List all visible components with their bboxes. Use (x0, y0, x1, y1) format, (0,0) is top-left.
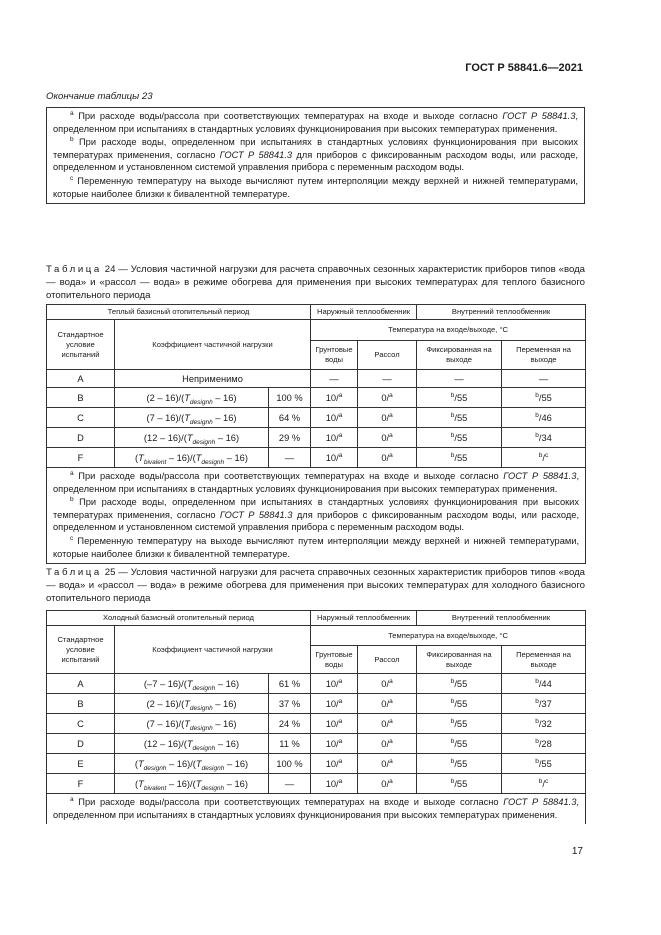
table-row: D $(12 - 16)/(T_{designh} - 16)$ 29 % 10/$^a$ 0/$^a$ $^b$/55 $^b$/34 (47, 428, 586, 448)
table25-footnotes (47, 794, 586, 825)
table-row: А Неприменимо — — — — (47, 370, 586, 388)
sub-brine: Рассол (358, 341, 417, 370)
table25 (46, 610, 586, 824)
temp-header: Температура на входе/выходе, °С (311, 626, 586, 646)
period-header: Теплый базисный отопительный период (47, 305, 311, 320)
inner-hx-header: Внутренний теплообменник (417, 305, 586, 320)
sub-fixed: Фиксированная на выходе (417, 646, 502, 674)
footnote-b: $^b$ При расходе воды, определенном при испытаниях в стандартных условиях функционирования при высоких температурах применения, согласно ГОСТ Р 58841.3 для приборов с фиксированным расходом воды, или расходе, определенном и установленном системой управления прибора с переменным расходом воды. (53, 136, 578, 173)
col-coef: Коэффициент частичной нагрузки (115, 320, 311, 370)
temp-header: Температура на входе/выходе, °С (311, 320, 586, 341)
table-row: F $(T_{bivalent} - 16)/(T_{designh} - 16)$ — 10/$^a$ 0/$^a$ $^b$/55 $^b$/$^c$ (47, 774, 586, 794)
footnote-a: $^a$ При расходе воды/рассола при соответствующих температурах на входе и выходе согласно ГОСТ Р 58841.3, определенном при испытаниях в стандартных условиях функционирования при высоких температурах применения. (53, 795, 579, 820)
sub-brine: Рассол (358, 646, 417, 674)
table25-caption: Таблица 25 — Условия частичной нагрузки для расчета справочных сезонных характеристик приборов типов «вода — вода» и «рассол — вода» в режиме обогрева для применения при высоких температурах для холодного базисного отопительного периода (46, 567, 586, 604)
col-coef: Коэффициент частичной нагрузки (115, 626, 311, 674)
table-row: F $(T_{bivalent} - 16)/(T_{designh} - 16)$ — 10/$^a$ 0/$^a$ $^b$/55 $^b$/$^c$ (47, 448, 586, 468)
table-row: С $(7 - 16)/(T_{designh} - 16)$ 24 % 10/$^a$ 0/$^a$ $^b$/55 $^b$/32 (47, 714, 586, 734)
footnote-a: $^a$ При расходе воды/рассола при соответствующих температурах на входе и выходе согласно ГОСТ Р 58841.3, определенном при испытаниях в стандартных условиях функционирования при высоких температурах применения. (53, 469, 580, 494)
sub-ground: Грунтовые воды (311, 646, 358, 674)
document-id: ГОСТ Р 58841.6—2021 (465, 62, 583, 74)
footnote-c: $^c$ Переменную температуру на выходе вычисляют путем интерполяции между верхней и нижней температурами, которые наиболее близки к бивалентной температуре. (53, 174, 578, 199)
footnote-c: $^c$ Переменную температуру на выходе вычисляют путем интерполяции между верхней и нижней температурами, которые наиболее близки к бивалентной температуре. (53, 534, 580, 559)
footnote-b: $^b$ При расходе воды, определенном при испытаниях в стандартных условиях функционирования при высоких температурах применения, согласно ГОСТ Р 58841.3 для приборов с фиксированным расходом воды, или расходе, определенном и установленном системой управления прибора с переменным расходом воды. (53, 496, 580, 533)
table24 (46, 304, 586, 564)
inner-hx-header: Внутренний теплообменник (417, 611, 586, 626)
table-row: E $(T_{designh} - 16)/(T_{designh} - 16)$ 100 % 10/$^a$ 0/$^a$ $^b$/55 $^b$/55 (47, 754, 586, 774)
table-continuation-label: Окончание таблицы 23 (46, 91, 153, 102)
outer-hx-header: Наружный теплообменник (311, 305, 417, 320)
sub-variable: Переменная на выходе (502, 341, 586, 370)
table24-caption: Таблица 24 — Условия частичной нагрузки для расчета справочных сезонных характеристик приборов типов «вода — вода» и «рассол — вода» в режиме обогрева для применения при высоких температурах для теплого базисного отопительного периода (46, 264, 586, 301)
table-row: А $(-7 - 16)/(T_{designh} - 16)$ 61 % 10/$^a$ 0/$^a$ $^b$/55 $^b$/44 (47, 674, 586, 694)
footnote-a: $^a$ При расходе воды/рассола при соответствующих температурах на входе и выходе согласно ГОСТ Р 58841.3, определенном при испытаниях в стандартных условиях функционирования при высоких температурах применения. (53, 109, 578, 134)
table-row: С $(7 - 16)/(T_{designh} - 16)$ 64 % 10/$^a$ 0/$^a$ $^b$/55 $^b$/46 (47, 408, 586, 428)
table23-footnotes (46, 107, 585, 204)
col-condition: Стандартное условие испытаний (47, 626, 115, 674)
table-row: В $(2 - 16)/(T_{designh} - 16)$ 37 % 10/$^a$ 0/$^a$ $^b$/55 $^b$/37 (47, 694, 586, 714)
table-row: В $(2 - 16)/(T_{designh} - 16)$ 100 % 10/$^a$ 0/$^a$ $^b$/55 $^b$/55 (47, 388, 586, 408)
page-number: 17 (571, 846, 583, 857)
sub-ground: Грунтовые воды (311, 341, 358, 370)
outer-hx-header: Наружный теплообменник (311, 611, 417, 626)
col-condition: Стандартное условие испытаний (47, 320, 115, 370)
sub-variable: Переменная на выходе (502, 646, 586, 674)
sub-fixed: Фиксированная на выходе (417, 341, 502, 370)
table-row: D $(12 - 16)/(T_{designh} - 16)$ 11 % 10/$^a$ 0/$^a$ $^b$/55 $^b$/28 (47, 734, 586, 754)
period-header: Холодный базисный отопительный период (47, 611, 311, 626)
table24-footnotes (47, 468, 586, 564)
